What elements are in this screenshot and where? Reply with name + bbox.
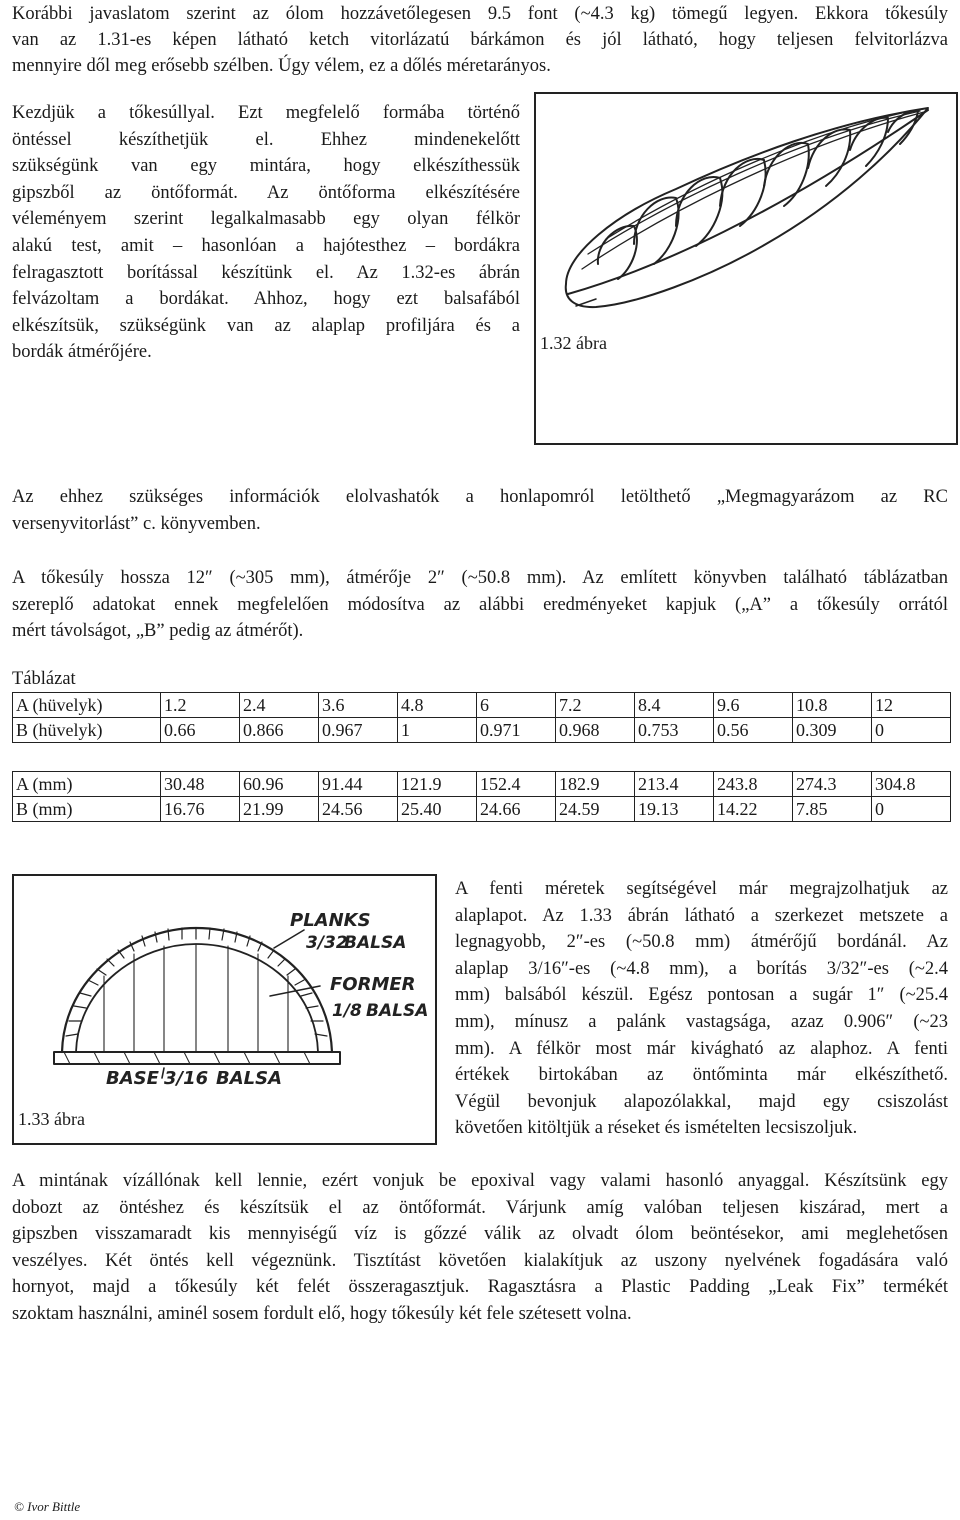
intro-line: Korábbi javaslatom szerint az ólom hozzávetőlegesen 9.5 font (~4.3 kg) tömegű legyen. Ekkora tőkesúly <box>12 4 948 24</box>
text-line: gipszben visszamaradt kis mennyiségű víz is gőzzé válik az olvadt ólom beöntésekor, ami meglehetősen <box>12 1224 948 1245</box>
table-cell: 121.9 <box>398 772 477 797</box>
footer-copyright: © Ivor Bittle <box>14 1499 81 1514</box>
text-line: értékek birtokában az öntőminta már elkészíthető. <box>455 1065 948 1086</box>
label-planks-fraction: 3/32 <box>306 933 348 953</box>
figure-1-33 <box>12 874 437 1145</box>
text-line: mért távolságot, „B” pedig az átmérőt). <box>12 621 304 642</box>
table-cell: 0.753 <box>635 718 714 743</box>
label-base-material: BALSA <box>216 1068 283 1089</box>
keel-frame-sketch <box>536 94 956 443</box>
figure-1-32-caption: 1.32 ábra <box>540 333 607 353</box>
table-cell: 21.99 <box>240 797 319 822</box>
table-cell: 24.56 <box>319 797 398 822</box>
text-line: felragasztott borítással készítünk el. Az 1.32-es ábrán <box>12 262 520 283</box>
table-cell: 0 <box>872 797 951 822</box>
inch-table <box>12 692 951 743</box>
label-former: FORMER <box>330 974 416 995</box>
text-line: szereplő adatokat ennek megfelelően módosítva az alábbi eredményeket kapjuk („A” a tőkesúly orrától <box>12 594 948 615</box>
mm-table <box>12 771 951 822</box>
table-row <box>13 797 951 822</box>
table-cell: 1.2 <box>161 693 240 718</box>
table-cell: 91.44 <box>319 772 398 797</box>
table-row <box>13 718 951 743</box>
table-cell: 10.8 <box>793 693 872 718</box>
construction-paragraph <box>455 876 948 1142</box>
text-line: dobozt az öntéshez és készítsük el az öntőformát. Várjunk amíg valóban teljesen kiszárad, mert a <box>12 1197 948 1218</box>
info-paragraph <box>12 484 948 537</box>
table-cell: 7.2 <box>556 693 635 718</box>
table-cell: 304.8 <box>872 772 951 797</box>
label-former-fraction: 1/8 <box>332 1001 362 1021</box>
intro-line: van az 1.31-es képen látható ketch vitorlázatú bárkámon és jól látható, hogy teljesen felvitorlázva <box>12 30 948 50</box>
text-line: versenyvitorlást” c. könyvemben. <box>12 513 261 534</box>
table-title: Táblázat <box>12 669 76 689</box>
text-line: követően kitöltjük a réseket és ismételten lecsiszoljuk. <box>455 1118 858 1139</box>
text-line: A fenti méretek segítségével már megrajzolhatjuk az <box>455 879 948 899</box>
table-row-header: A (hüvelyk) <box>13 693 161 718</box>
label-planks: PLANKS <box>290 910 371 931</box>
table-cell: 0.866 <box>240 718 319 743</box>
text-line: bordák átmérőjére. <box>12 342 152 363</box>
table-cell: 6 <box>477 693 556 718</box>
keel-cross-section-sketch <box>14 876 435 1143</box>
table-cell: 2.4 <box>240 693 319 718</box>
figure-1-32 <box>534 92 958 445</box>
text-line: alakú test, amit – hasonlóan a hajótesthez – bordákra <box>12 235 520 256</box>
table-cell: 30.48 <box>161 772 240 797</box>
text-line: Végül bevonjuk alapozólakkal, majd egy csiszolást <box>455 1091 948 1112</box>
intro-line: mennyire dől meg erősebb szélben. Úgy vélem, ez a dőlés méretarányos. <box>12 56 551 76</box>
label-planks-material: BALSA <box>344 933 407 953</box>
text-line: felvázoltam a bordákat. Ahhoz, hogy ezt balsafából <box>12 289 520 310</box>
text-line: A mintának vízállónak kell lennie, ezért vonjuk be epoxival vagy valami hasonló anyaggal. Készítsünk egy <box>12 1171 948 1191</box>
text-line: öntéssel készíthetjük el. Ehhez mindenekelőtt <box>12 129 520 150</box>
label-base-fraction: 3/16 <box>164 1068 209 1089</box>
text-line: szükségünk van egy mintára, hogy elkészíthessük <box>12 156 520 177</box>
table-cell: 152.4 <box>477 772 556 797</box>
text-line: szoktam használni, aminél sosem fordult elő, hogy tőkesúly két fele szétesett volna. <box>12 1303 632 1324</box>
table-cell: 213.4 <box>635 772 714 797</box>
table-cell: 0.968 <box>556 718 635 743</box>
table-cell: 14.22 <box>714 797 793 822</box>
table-cell: 1 <box>398 718 477 743</box>
table-cell: 0.66 <box>161 718 240 743</box>
text-line: mm) balsából készül. Egész pontosan a sugár 1″ (~25.4 <box>455 985 948 1006</box>
text-line: legnagyobb, 2″-es (~50.8 mm) átmérőjű bordánál. Az <box>455 932 948 953</box>
table-cell: 60.96 <box>240 772 319 797</box>
table-cell: 0.967 <box>319 718 398 743</box>
table-row <box>13 693 951 718</box>
table-cell: 3.6 <box>319 693 398 718</box>
text-line: A tőkesúly hossza 12″ (~305 mm), átmérője 2″ (~50.8 mm). Az említett könyvben található táblázatban <box>12 568 948 588</box>
table-row-header: B (mm) <box>13 797 161 822</box>
table-row-header: B (hüvelyk) <box>13 718 161 743</box>
text-line: Az ehhez szükséges információk elolvashatók a honlapomról letölthető „Megmagyarázom az RC <box>12 487 948 507</box>
table-cell: 12 <box>872 693 951 718</box>
table-cell: 182.9 <box>556 772 635 797</box>
text-line: mm), mínusz a palánk vastagsága, azaz 0.906″ (~23 <box>455 1011 948 1032</box>
table-cell: 274.3 <box>793 772 872 797</box>
table-row-header: A (mm) <box>13 772 161 797</box>
keel-paragraph <box>12 100 520 366</box>
text-line: elkészítsük, szükségünk van az alaplap profiljára és a <box>12 315 520 336</box>
table-cell: 8.4 <box>635 693 714 718</box>
table-cell: 16.76 <box>161 797 240 822</box>
table-cell: 0.971 <box>477 718 556 743</box>
final-paragraph <box>12 1168 948 1328</box>
table-cell: 0 <box>872 718 951 743</box>
text-line: hornyot, majd a tőkesúly két felét összeragasztjuk. Ragasztásra a Plastic Padding „Leak Fix” termékét <box>12 1277 948 1298</box>
label-former-material: BALSA <box>366 1001 429 1021</box>
table-row <box>13 772 951 797</box>
table-cell: 19.13 <box>635 797 714 822</box>
text-line: alaplap 3/16″-es (~4.8 mm), a borítás 3/32″-es (~2.4 <box>455 958 948 979</box>
text-line: veszélyes. Két öntés kell végeznünk. Tisztítást követően kialakítjuk az uszony nyelvének fogadására való <box>12 1250 948 1271</box>
label-base: BASE <box>106 1068 159 1089</box>
figure-1-33-caption: 1.33 ábra <box>18 1109 85 1129</box>
table-cell: 24.59 <box>556 797 635 822</box>
dimensions-paragraph <box>12 565 948 645</box>
text-line: alaplapot. Az 1.33 ábrán látható a szerkezet metszete a <box>455 905 948 926</box>
text-line: véleményem szerint legalkalmasabb egy olyan félkör <box>12 209 520 230</box>
table-cell: 25.40 <box>398 797 477 822</box>
table-cell: 9.6 <box>714 693 793 718</box>
table-cell: 7.85 <box>793 797 872 822</box>
table-cell: 243.8 <box>714 772 793 797</box>
table-cell: 0.309 <box>793 718 872 743</box>
table-cell: 24.66 <box>477 797 556 822</box>
text-line: mm). A félkör most már kivágható az alaphoz. A fenti <box>455 1038 948 1059</box>
text-line: gipszből az öntőformát. Az öntőforma elkészítésére <box>12 182 520 203</box>
text-line: Kezdjük a tőkesúllyal. Ezt megfelelő formába történő <box>12 103 520 123</box>
table-cell: 0.56 <box>714 718 793 743</box>
table-cell: 4.8 <box>398 693 477 718</box>
